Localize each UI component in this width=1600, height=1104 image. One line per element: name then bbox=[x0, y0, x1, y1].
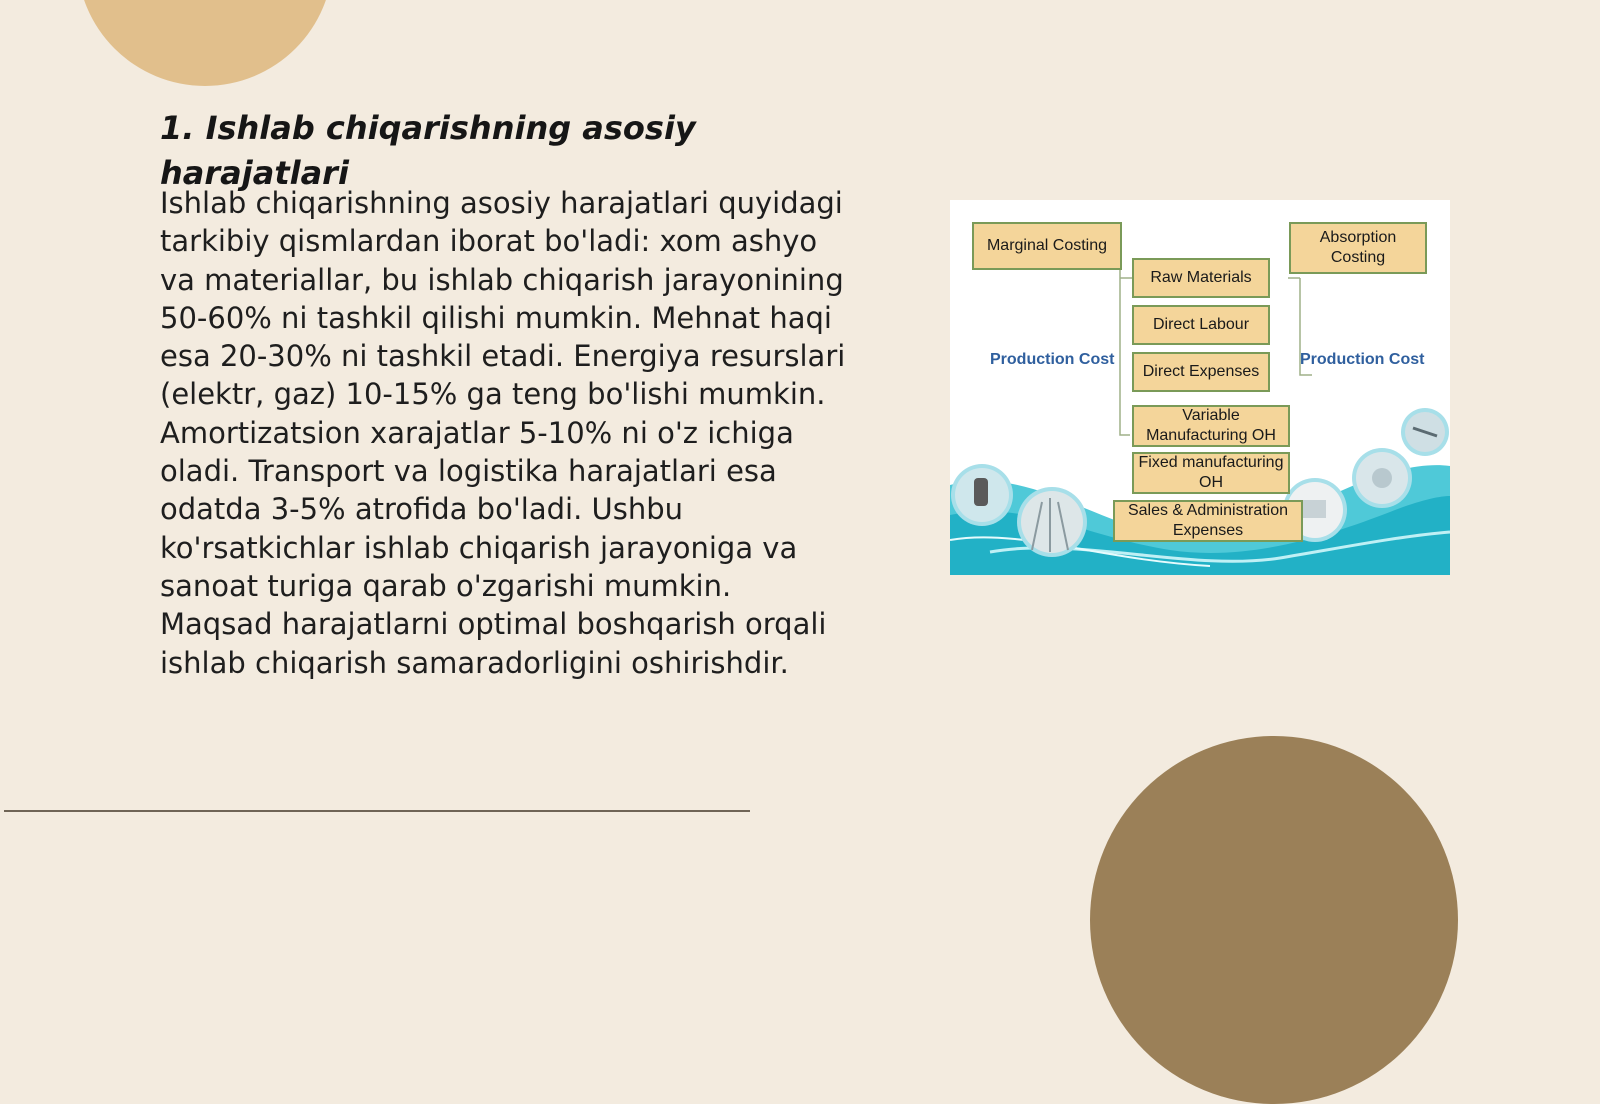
sales-administration-box: Sales & Administration Expenses bbox=[1113, 500, 1303, 542]
variable-manufacturing-oh-box: Variable Manufacturing OH bbox=[1132, 405, 1290, 447]
production-cost-right-label: Production Cost bbox=[1300, 351, 1425, 368]
divider-line bbox=[4, 810, 750, 812]
marginal-costing-box: Marginal Costing bbox=[972, 222, 1122, 270]
decorative-circle-bottom bbox=[1090, 736, 1458, 1104]
decorative-circle-top bbox=[77, 0, 333, 86]
fixed-manufacturing-oh-box: Fixed manufacturing OH bbox=[1132, 452, 1290, 494]
slide-body-text: Ishlab chiqarishning asosiy harajatlari quyidagi tarkibiy qismlardan iborat bo'ladi: xom ashyo va materiallar, bu ishlab chiqarish jarayonining 50-60% ni tashkil qilishi mumkin. Mehnat haqi esa 20-30% ni tashkil etadi. Energiya resurslari (elektr, gaz) 10-15% ga teng bo'lishi mumkin. Amortizatsion xarajatlar 5-10% ni o'z ichiga oladi. Transport va logistika harajatlari esa odatda 3-5% atrofida bo'ladi. Ushbu ko'rsatkichlar ishlab chiqarish jarayoniga va sanoat turiga qarab o'zgarishi mumkin. Maqsad harajatlarni optimal boshqarish orqali ishlab chiqarish samaradorligini oshirishdir. bbox=[160, 186, 846, 680]
direct-expenses-box: Direct Expenses bbox=[1132, 352, 1270, 392]
costing-diagram-image bbox=[950, 200, 1450, 575]
direct-labour-box: Direct Labour bbox=[1132, 305, 1270, 345]
raw-materials-box: Raw Materials bbox=[1132, 258, 1270, 298]
production-cost-left-label: Production Cost bbox=[990, 351, 1115, 368]
slide-title: 1. Ishlab chiqarishning asosiy harajatlari bbox=[160, 109, 696, 192]
absorption-costing-box: Absorption Costing bbox=[1289, 222, 1427, 274]
